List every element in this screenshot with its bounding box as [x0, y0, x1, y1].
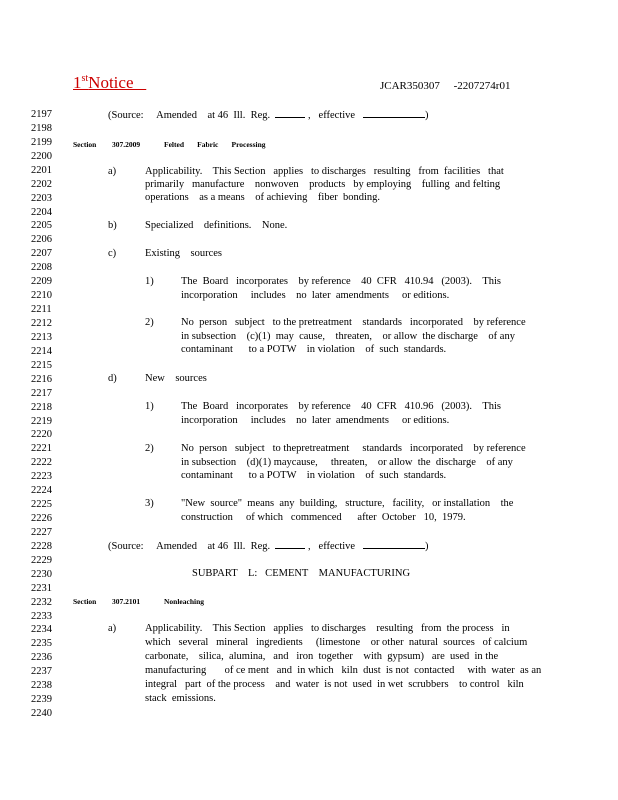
line-number: 2221: [31, 443, 52, 455]
subsection-a2-line-5: integral part of the process and water is not used in wet scrubbers to control kiln: [145, 679, 524, 690]
line-number: 2233: [31, 610, 52, 622]
line-number: 2204: [31, 206, 52, 218]
c-item-1-marker: 1): [145, 276, 154, 287]
notice-number: 1: [73, 73, 82, 92]
line-number: 2215: [31, 359, 52, 371]
subsection-a2-line-2: which several mineral ingredients (limestone or other natural sources of calcium: [145, 637, 528, 648]
subsection-c-title: Existing sources: [145, 248, 222, 259]
subsection-a-line-2: primarily manufacture nonwoven products by employing fulling and felting: [145, 179, 501, 190]
line-number: 2225: [31, 499, 52, 510]
line-number: 2227: [31, 526, 52, 538]
line-number: 2223: [31, 471, 52, 483]
subsection-c-marker: c): [108, 248, 117, 259]
line-number: 2239: [31, 694, 52, 706]
line-number: 2220: [31, 429, 52, 441]
line-number: 2199: [31, 136, 52, 148]
line-number: 2236: [31, 652, 52, 664]
line-number: 2218: [31, 401, 52, 413]
d-item-3-line-1: "New source" means any building, structure, facility, or installation the: [181, 498, 514, 509]
line-number: 2213: [31, 331, 52, 343]
source-prefix: (Source:: [108, 110, 144, 121]
line-number: 2200: [31, 150, 52, 162]
c-item-2-marker: 2): [145, 317, 154, 328]
line-number: 2198: [31, 122, 52, 134]
source-close: ): [424, 541, 429, 552]
d-item-3-line-2: construction of which commenced after October 10, 1979.: [181, 512, 466, 523]
source-note-1: (Source: Amended at 46 Ill. Reg. , effective ): [108, 110, 429, 121]
d-item-1-line-1: The Board incorporates by reference 40 CFR 410.96 (2003). This: [181, 401, 501, 412]
subsection-a2-line-1: Applicability. This Section applies to discharges resulting from the process in: [145, 623, 510, 634]
subpart-heading: SUBPART L: CEMENT MANUFACTURING: [192, 568, 411, 579]
c-item-2-line-3: contaminant to a POTW in violation of such standards.: [181, 344, 447, 355]
date-blank: [363, 539, 425, 549]
line-number: 2234: [31, 624, 52, 636]
line-number: 2232: [31, 596, 52, 608]
line-number: 2205: [31, 220, 52, 232]
subsection-a2-line-6: stack emissions.: [145, 693, 216, 704]
notice-superscript: st: [81, 73, 89, 84]
notice-word: Notice: [88, 73, 134, 92]
source-effective: effective: [318, 541, 356, 552]
d-item-2-marker: 2): [145, 443, 154, 454]
d-item-1-marker: 1): [145, 401, 154, 412]
source-effective: effective: [318, 110, 356, 121]
line-number: 2209: [31, 276, 52, 288]
c-item-2-line-2: in subsection (c)(1) may cause, threaten, or allow the discharge of any: [181, 331, 515, 342]
subsection-b-text: Specialized definitions. None.: [145, 220, 288, 231]
subsection-a-line-3: operations as a means of achieving fiber bonding.: [145, 192, 381, 203]
section-number: 307.2101: [112, 597, 141, 606]
c-item-1-line-1: The Board incorporates by reference 40 CFR 410.94 (2003). This: [181, 276, 501, 287]
source-text: Amended at 46 Ill. Reg.: [156, 110, 271, 121]
line-number: 2208: [31, 262, 52, 274]
section-title: Nonleaching: [164, 597, 205, 606]
line-number: 2203: [31, 192, 52, 204]
subsection-a-marker: a): [108, 166, 117, 177]
subsection-d-marker: d): [108, 373, 117, 384]
line-number: 2238: [31, 680, 52, 692]
line-number: 2216: [31, 373, 52, 385]
line-number: 2237: [31, 666, 52, 678]
d-item-1-line-2: incorporation includes no later amendments or editions.: [181, 415, 450, 426]
d-item-2-line-1: No person subject to thepretreatment standards incorporated by reference: [181, 443, 526, 454]
subsection-d-title: New sources: [145, 373, 207, 384]
source-text: Amended at 46 Ill. Reg.: [156, 541, 271, 552]
line-number: 2214: [31, 345, 52, 357]
line-number: 2197: [31, 109, 52, 120]
line-number: 2211: [31, 304, 52, 315]
source-close: ): [424, 110, 429, 121]
c-item-1-line-2: incorporation includes no later amendments or editions.: [181, 290, 450, 301]
line-number: 2202: [31, 178, 52, 190]
line-number: 2240: [31, 708, 52, 719]
line-number: 2210: [31, 290, 52, 302]
notice-heading: [73, 73, 146, 93]
section-label: Section: [73, 597, 97, 606]
section-number: 307.2009: [112, 140, 141, 149]
subsection-a2-marker: a): [108, 623, 117, 634]
line-number: 2222: [31, 457, 52, 469]
line-number: 2224: [31, 485, 52, 497]
subsection-b-marker: b): [108, 220, 117, 231]
d-item-2-line-3: contaminant to a POTW in violation of such standards.: [181, 470, 447, 481]
volume-blank: [275, 108, 305, 118]
line-number: 2219: [31, 415, 52, 427]
c-item-2-line-1: No person subject to the pretreatment standards incorporated by reference: [181, 317, 526, 328]
d-item-3-marker: 3): [145, 498, 154, 509]
d-item-2-line-2: in subsection (d)(1) maycause, threaten, or allow the discharge of any: [181, 457, 513, 468]
line-number: 2226: [31, 513, 52, 524]
source-prefix: (Source:: [108, 541, 144, 552]
line-number: 2212: [31, 317, 52, 329]
line-number: 2230: [31, 568, 52, 580]
subsection-a-line-1: Applicability. This Section applies to discharges resulting from facilities that: [145, 166, 504, 177]
line-number: 2206: [31, 234, 52, 246]
section-title: Felted Fabric Processing: [164, 140, 266, 149]
section-label: Section: [73, 140, 97, 149]
line-number: 2207: [31, 248, 52, 260]
line-number: 2201: [31, 164, 52, 176]
line-number: 2229: [31, 554, 52, 566]
line-number: 2217: [31, 387, 52, 399]
subsection-a2-line-4: manufacturing of ce ment and in which kiln dust is not contacted with water as an: [145, 665, 542, 676]
line-number: 2235: [31, 638, 52, 650]
line-number: 2231: [31, 582, 52, 594]
subsection-a2-line-3: carbonate, silica, alumina, and iron together with gypsum) are used in the: [145, 651, 499, 662]
document-id: JCAR350307 -2207274r01: [380, 80, 511, 92]
volume-blank: [275, 539, 305, 549]
line-number: 2228: [31, 540, 52, 552]
date-blank: [363, 108, 425, 118]
source-note-2: (Source: Amended at 46 Ill. Reg. , effective ): [108, 541, 429, 552]
